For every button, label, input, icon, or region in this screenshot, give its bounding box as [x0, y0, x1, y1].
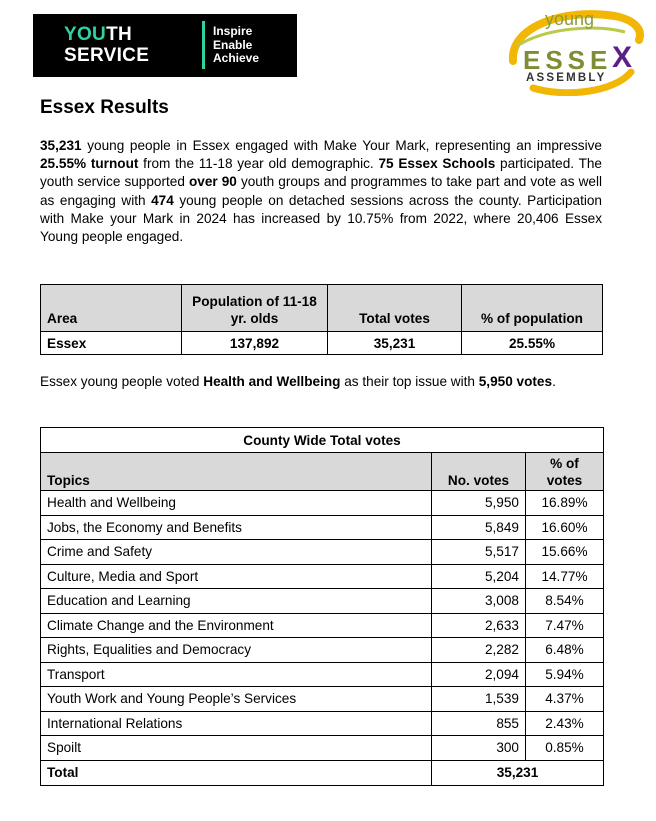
topic-cell: Education and Learning: [41, 589, 432, 614]
total-value: 35,231: [432, 760, 604, 785]
emphasis-text: Health and Wellbeing: [203, 374, 341, 389]
emphasis-text: 474: [151, 192, 174, 208]
table-row: [41, 491, 604, 516]
body-text: as their top issue with: [340, 374, 479, 389]
total-label: Total: [41, 760, 432, 785]
votes-cell: 855: [432, 711, 526, 736]
votes-cell: 2,633: [432, 613, 526, 638]
logo-x-letter: X: [612, 41, 633, 74]
table-row: [41, 687, 604, 712]
population-row-essex: [41, 332, 603, 355]
votes-table: [40, 427, 604, 786]
summary-paragraph: [40, 373, 600, 391]
body-text: young people on detached sessions across the county. Participation with Make your Mark in 2024 has increased by 10.75% from 2022, where 20,406 Essex Young people engaged.: [40, 192, 602, 245]
topic-cell: Health and Wellbeing: [41, 491, 432, 516]
votes-cell: 3,008: [432, 589, 526, 614]
votes-cell: 5,517: [432, 540, 526, 565]
emphasis-text: 75 Essex Schools: [378, 156, 496, 172]
cell-population: 137,892: [182, 332, 328, 355]
col-population: Population of 11-18 yr. olds: [182, 285, 328, 332]
votes-cell: 2,282: [432, 638, 526, 663]
votes-total-row: [41, 760, 604, 785]
intro-paragraph: [40, 137, 602, 246]
emphasis-text: 5,950 votes: [478, 374, 553, 389]
emphasis-text: 35,231: [40, 138, 82, 153]
topic-cell: Spoilt: [41, 736, 432, 761]
table-row: [41, 613, 604, 638]
body-text: youth groups and programmes to take part and vote as well as engaging with: [40, 174, 602, 208]
body-text: Essex young people voted: [40, 374, 204, 389]
votes-header-row: [41, 453, 604, 491]
population-header-row: [41, 285, 603, 332]
logo-young-word: young: [545, 9, 595, 29]
table-row: [41, 638, 604, 663]
topic-cell: International Relations: [41, 711, 432, 736]
table-row: [41, 662, 604, 687]
col-topics: Topics: [41, 453, 432, 491]
topic-cell: Jobs, the Economy and Benefits: [41, 515, 432, 540]
logo-essex-word: ESSE: [523, 45, 613, 75]
votes-cell: 5,950: [432, 491, 526, 516]
votes-cell: 5,849: [432, 515, 526, 540]
col-percent-votes: % of votes: [526, 453, 604, 491]
body-text: from the 11-18 year old demographic.: [138, 156, 379, 172]
votes-cell: 300: [432, 736, 526, 761]
topic-cell: Crime and Safety: [41, 540, 432, 565]
percent-cell: 6.48%: [526, 638, 604, 663]
logo-assembly-word: ASSEMBLY: [526, 72, 607, 84]
body-text: participated. The youth service supported: [40, 156, 602, 190]
table-row: [41, 515, 604, 540]
cell-total-votes: 35,231: [328, 332, 462, 355]
col-percent-population: % of population: [462, 285, 603, 332]
percent-cell: 8.54%: [526, 589, 604, 614]
votes-cell: 1,539: [432, 687, 526, 712]
topic-cell: Youth Work and Young People’s Services: [41, 687, 432, 712]
young-essex-assembly-logo: [505, 6, 645, 96]
votes-caption: County Wide Total votes: [41, 428, 604, 453]
page-title: Essex Results: [40, 97, 169, 118]
table-row: [41, 540, 604, 565]
topic-cell: Transport: [41, 662, 432, 687]
youth-service-logo: [33, 14, 297, 77]
logo-tagline: Inspire Enable Achieve: [213, 24, 260, 65]
votes-cell: 5,204: [432, 564, 526, 589]
percent-cell: 15.66%: [526, 540, 604, 565]
population-table: [40, 284, 603, 355]
col-total-votes: Total votes: [328, 285, 462, 332]
percent-cell: 16.89%: [526, 491, 604, 516]
table-row: [41, 736, 604, 761]
percent-cell: 16.60%: [526, 515, 604, 540]
col-area: Area: [41, 285, 182, 332]
table-row: [41, 589, 604, 614]
percent-cell: 2.43%: [526, 711, 604, 736]
table-row: [41, 711, 604, 736]
table-row: [41, 564, 604, 589]
percent-cell: 7.47%: [526, 613, 604, 638]
topic-cell: Rights, Equalities and Democracy: [41, 638, 432, 663]
topic-cell: Culture, Media and Sport: [41, 564, 432, 589]
body-text: .: [552, 374, 556, 389]
logo-service-word: SERVICE: [64, 45, 150, 66]
votes-caption-row: [41, 428, 604, 453]
logo-divider: [202, 21, 205, 69]
emphasis-text: over 90: [188, 174, 237, 190]
percent-cell: 5.94%: [526, 662, 604, 687]
percent-cell: 0.85%: [526, 736, 604, 761]
col-no-votes: No. votes: [432, 453, 526, 491]
cell-percent: 25.55%: [462, 332, 603, 355]
body-text: young people in Essex engaged with Make Your Mark, representing an impressive: [81, 138, 602, 153]
topic-cell: Climate Change and the Environment: [41, 613, 432, 638]
logo-youth-word: YOUTH: [64, 24, 133, 45]
votes-cell: 2,094: [432, 662, 526, 687]
cell-area: Essex: [41, 332, 182, 355]
percent-cell: 4.37%: [526, 687, 604, 712]
percent-cell: 14.77%: [526, 564, 604, 589]
emphasis-text: 25.55% turnout: [40, 156, 139, 172]
